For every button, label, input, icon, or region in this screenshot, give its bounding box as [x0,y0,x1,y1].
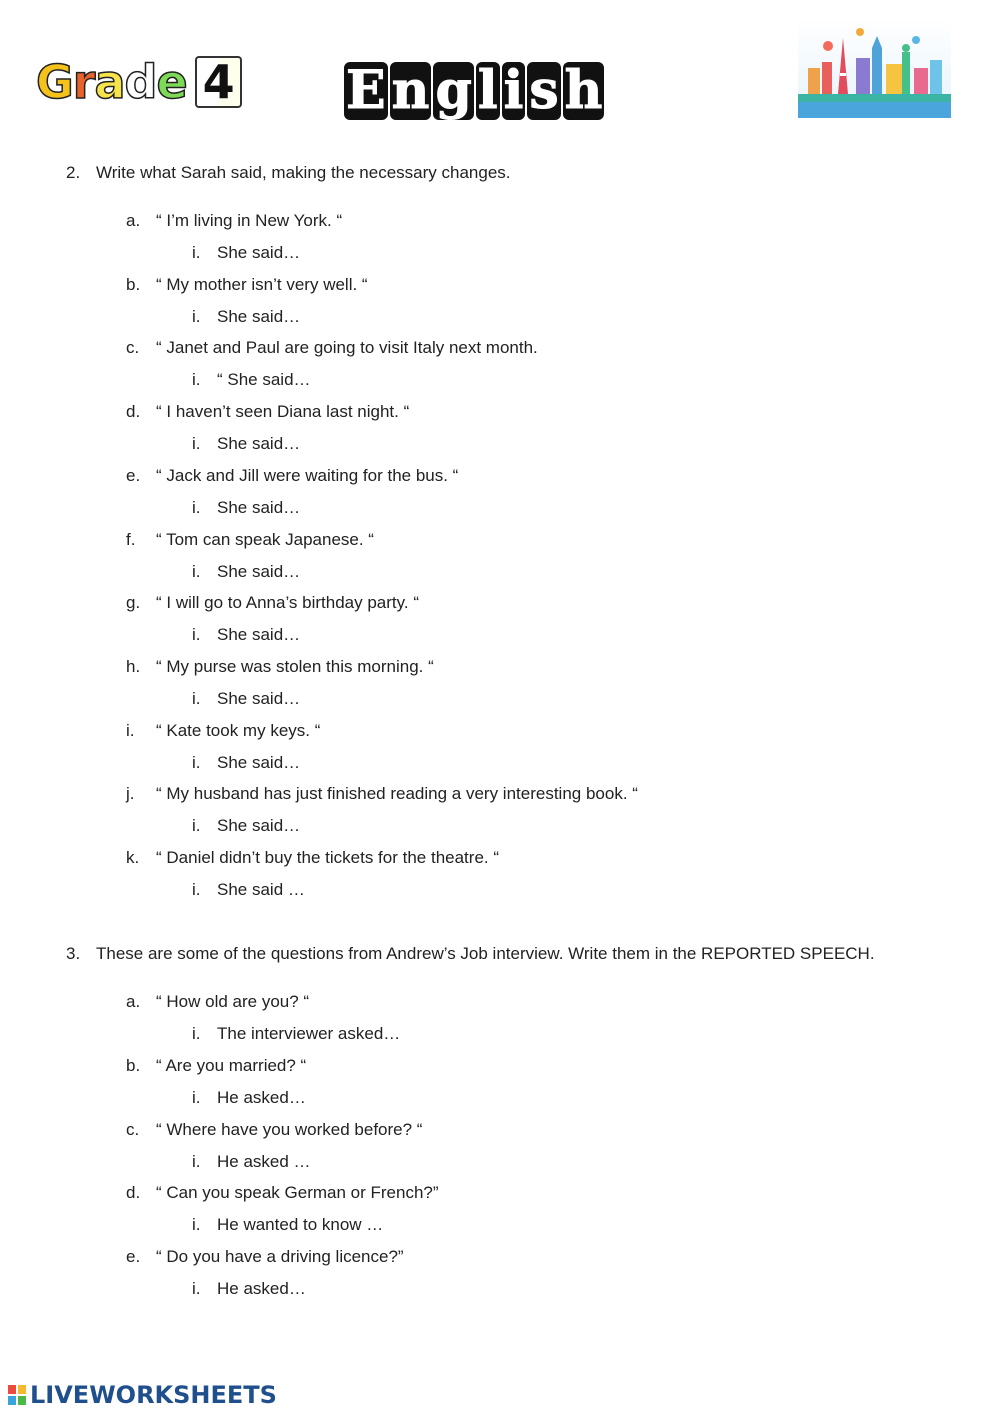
grade-letter: e [156,55,187,109]
item-label: b. [126,274,141,294]
answer-prompt: She said… [217,497,301,517]
subject-title [344,62,604,120]
answer-prompt: She said… [217,625,301,645]
answer-label: i. [192,434,201,454]
item-label: a. [126,211,141,230]
answer-label: i. [192,1024,201,1043]
subject-letter: i [503,60,524,121]
item-label: g. [126,593,141,613]
item-quote: “ Kate took my keys. “ [156,720,321,740]
item-label: f. [126,529,136,549]
item-label: b. [126,1055,141,1075]
subject-letter: g [435,60,472,121]
grade-word [36,52,187,112]
answer-prompt: She said… [217,816,301,836]
liveworksheets-logo-icon [8,1385,26,1405]
answer-label: i. [192,1151,201,1171]
answer-prompt: He wanted to know … [217,1215,384,1235]
answer-prompt: She said… [217,434,301,454]
item-quote: “ Do you have a driving licence?” [156,1247,404,1267]
item-label: c. [126,338,140,358]
item-label: d. [126,402,141,422]
item-quote: “ My husband has just finished reading a very interesting book. “ [156,784,638,804]
question-instruction: These are some of the questions from Andrew’s Job interview. Write them in the REPORTED SPEECH. [96,944,875,963]
subject-letter: E [346,60,386,121]
subject-letter: l [477,60,498,121]
answer-label: i. [192,1279,201,1299]
answer-label: i. [192,561,201,581]
item-label: d. [126,1183,141,1203]
item-quote: “ Are you married? “ [156,1055,307,1075]
question-instruction: Write what Sarah said, making the necessary changes. [96,163,511,182]
answer-prompt: The interviewer asked… [217,1024,401,1043]
subject-letter: h [564,60,603,121]
answer-label: i. [192,306,201,326]
answer-prompt: He asked… [217,1279,306,1299]
answer-label: i. [192,243,201,262]
item-quote: “ Janet and Paul are going to visit Italy next month. [156,338,538,358]
answer-prompt: She said… [217,306,301,326]
answer-label: i. [192,1087,201,1107]
answer-label: i. [192,752,201,772]
answer-prompt: She said… [217,688,301,708]
question-number: 2. [66,163,81,182]
answer-label: i. [192,816,201,836]
item-label: i. [126,720,135,740]
item-label: e. [126,465,141,485]
answer-prompt: He asked… [217,1087,306,1107]
item-label: c. [126,1119,140,1139]
item-quote: “ Jack and Jill were waiting for the bus. “ [156,465,459,485]
subject-letter: s [529,60,559,121]
answer-prompt: He asked … [217,1151,311,1171]
item-quote: “ My purse was stolen this morning. “ [156,656,434,676]
grade-letter: d [124,55,157,109]
grade-letter: G [36,55,73,109]
item-quote: “ I haven’t seen Diana last night. “ [156,402,410,422]
landmarks-illustration [798,18,951,118]
question-number: 3. [66,944,81,963]
travel-landmarks-image [798,18,951,118]
item-quote: “ I’m living in New York. “ [156,211,343,230]
item-label: e. [126,1247,141,1267]
grade-letter: r [72,55,95,109]
answer-label: i. [192,1215,201,1235]
brand-wordmark: LIVEWORKSHEETS [30,1381,277,1409]
answer-prompt: She said… [217,243,301,262]
item-label: j. [126,784,135,804]
item-quote: “ Daniel didn’t buy the tickets for the theatre. “ [156,848,500,867]
answer-label: i. [192,370,201,390]
answer-prompt: She said… [217,561,301,581]
answer-prompt: She said… [217,752,301,772]
item-quote: “ Can you speak German or French?” [156,1183,439,1203]
item-quote: “ How old are you? “ [156,992,310,1011]
grade-letter: a [94,55,125,109]
answer-label: i. [192,688,201,708]
item-label: h. [126,656,141,676]
grade-number: 4 [195,56,242,108]
answer-prompt: “ She said… [217,370,311,390]
grade-logo [36,52,242,112]
item-quote: “ Tom can speak Japanese. “ [156,529,374,549]
subject-letter: n [391,60,430,121]
item-quote: “ I will go to Anna’s birthday party. “ [156,593,419,613]
item-quote: “ My mother isn’t very well. “ [156,274,368,294]
footer-brand [8,1381,277,1409]
item-label: k. [126,848,140,867]
item-quote: “ Where have you worked before? “ [156,1119,423,1139]
answer-label: i. [192,497,201,517]
answer-prompt: She said … [217,880,305,899]
answer-label: i. [192,880,201,899]
item-label: a. [126,992,141,1011]
answer-label: i. [192,625,201,645]
